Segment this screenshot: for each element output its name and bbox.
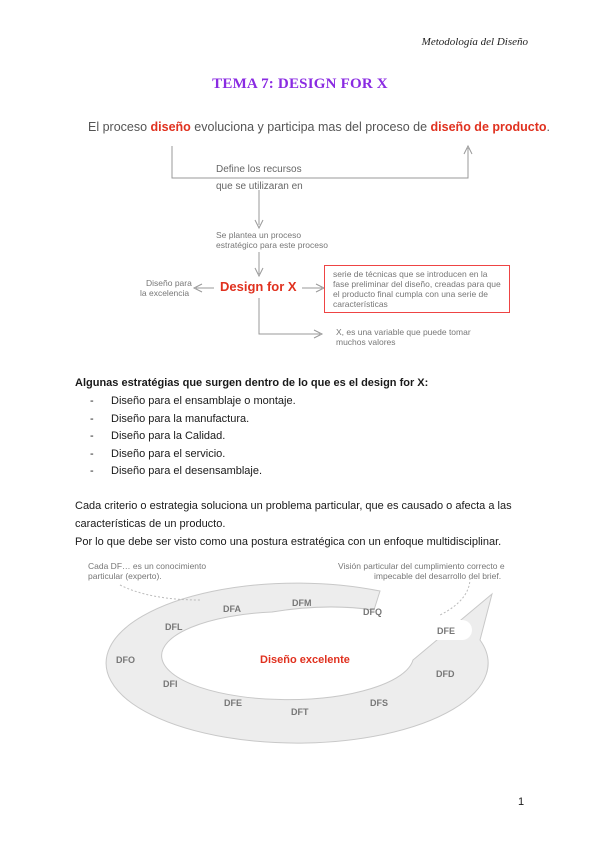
plantea-line1: Se plantea un proceso — [216, 230, 302, 240]
strategies-heading: Algunas estratégias que surgen dentro de lo que es el design for X: — [75, 377, 429, 389]
note-right-line2: impecable del desarrollo del brief. — [374, 571, 502, 581]
cycle-center-label: Diseño excelente — [260, 654, 350, 666]
define-recursos-line2: que se utilizaran en — [216, 181, 303, 192]
definition-box: serie de técnicas que se introducen en la fase preliminar del diseño, creadas para que el producto final cumpla con una serie de características — [324, 265, 510, 313]
note-left-line1: Cada DF… es un conocimiento — [88, 561, 207, 571]
label-dfd: DFD — [436, 669, 455, 679]
label-dfs: DFS — [370, 698, 388, 708]
label-dfe-bottom: DFE — [224, 698, 242, 708]
highlight-diseno-producto: diseño de producto — [430, 120, 547, 134]
list-item: - Diseño para la manufactura. — [90, 411, 296, 429]
label-dfl: DFL — [165, 622, 183, 632]
paragraph-line2: características de un producto. — [75, 518, 226, 530]
label-dfa: DFA — [223, 604, 241, 614]
list-item: - Diseño para el desensamblaje. — [90, 463, 296, 481]
paragraph-line1: Cada criterio o estrategia soluciona un problema particular, que es causado o afecta a las — [75, 500, 512, 512]
label-dfo: DFO — [116, 655, 135, 665]
highlight-diseno: diseño — [150, 120, 191, 134]
label-dfe-top: DFE — [437, 626, 455, 636]
paragraph-line3: Por lo que debe ser visto como una postura estratégica con un enfoque multidisciplinar. — [75, 536, 502, 548]
define-recursos-line1: Define los recursos — [216, 164, 302, 175]
page-title: TEMA 7: DESIGN FOR X — [212, 76, 388, 92]
note-left-line2: particular (experto). — [88, 571, 162, 581]
note-right-line1: Visión particular del cumplimiento correcto e — [338, 561, 505, 571]
list-item: - Diseño para la Calidad. — [90, 428, 296, 446]
label-dfm: DFM — [292, 598, 312, 608]
label-dfq: DFQ — [363, 607, 382, 617]
label-dft: DFT — [291, 707, 309, 717]
list-item: - Diseño para el servicio. — [90, 446, 296, 464]
page-number: 1 — [518, 796, 525, 808]
label-dfi: DFI — [163, 679, 178, 689]
list-item: - Diseño para el ensamblaje o montaje. — [90, 393, 296, 411]
excelencia-line2: la excelencia — [140, 288, 190, 298]
diagram-intro: El proceso diseño evoluciona y participa mas del proceso de diseño de producto. — [88, 120, 551, 134]
plantea-line2: estratégico para este proceso — [216, 240, 328, 250]
design-for-x-label: Design for X — [220, 279, 297, 294]
variable-line2: muchos valores — [336, 337, 396, 347]
excelencia-line1: Diseño para — [146, 278, 192, 288]
variable-line1: X, es una variable que puede tomar — [336, 327, 471, 337]
running-header: Metodología del Diseño — [421, 36, 528, 48]
note-right-connector — [440, 578, 470, 615]
